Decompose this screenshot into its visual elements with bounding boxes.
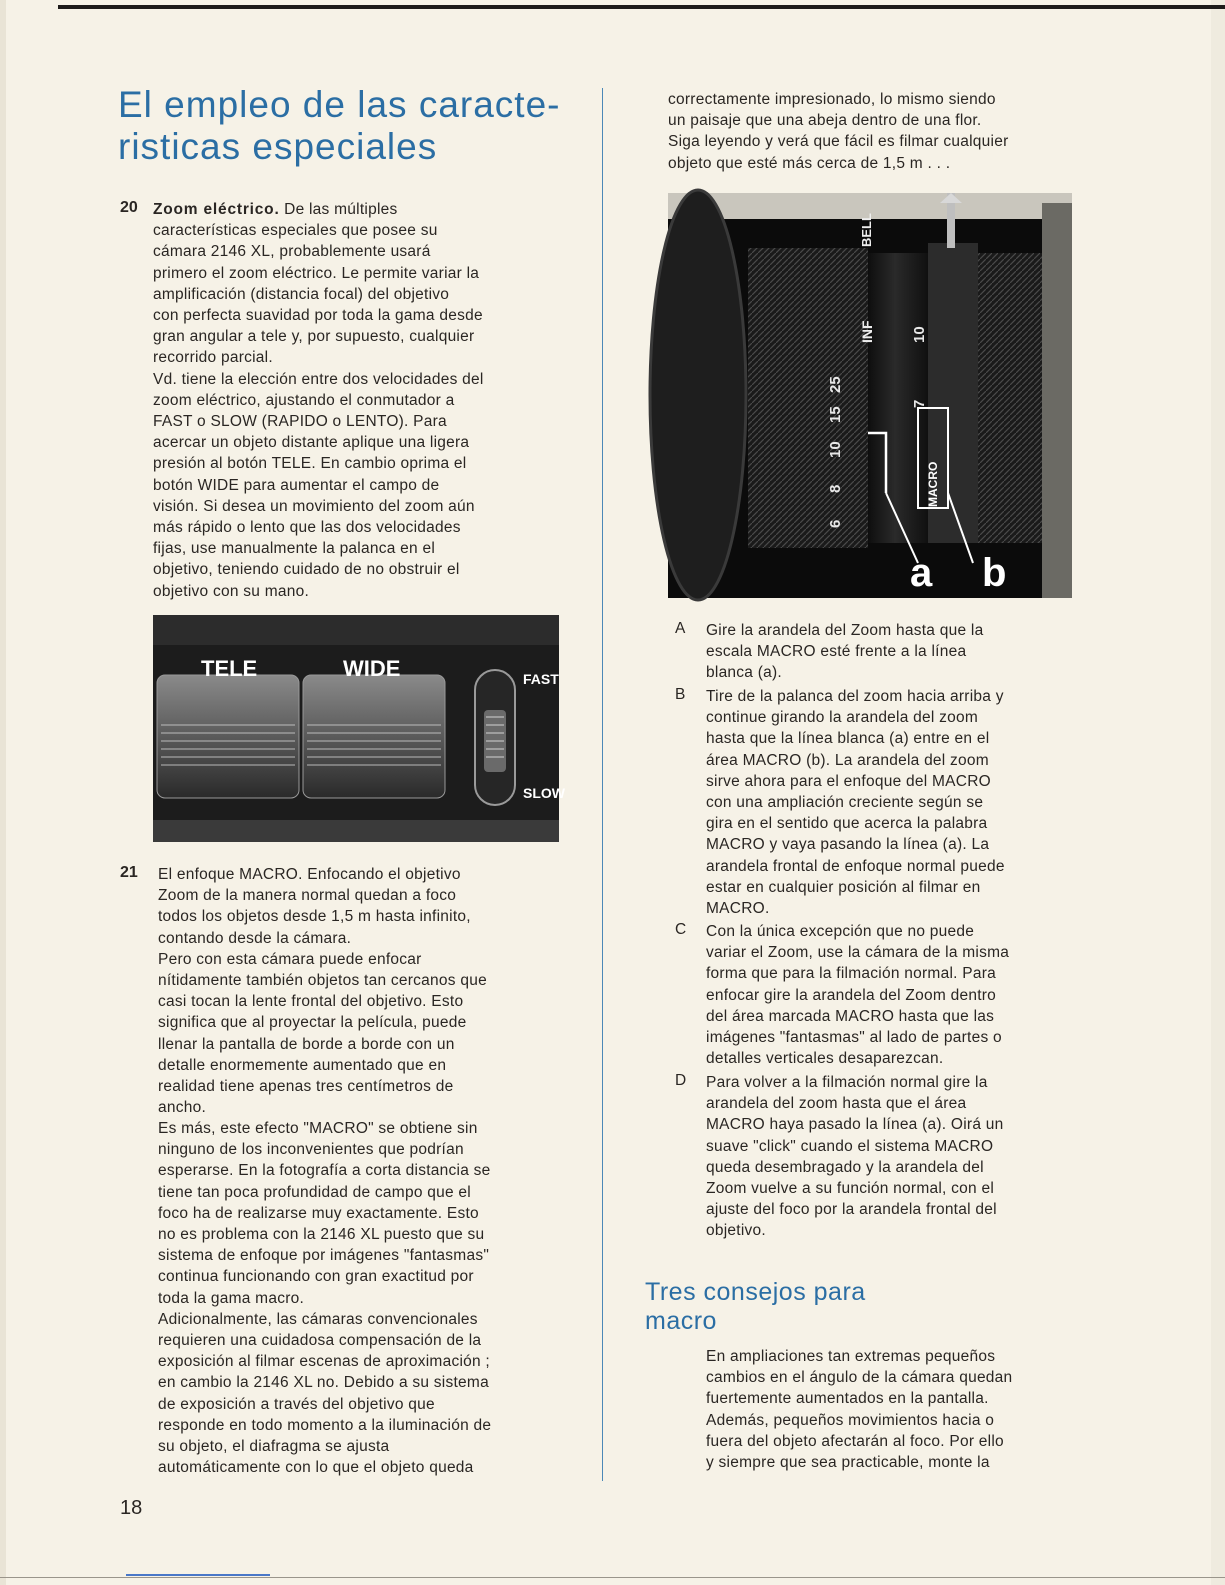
inf-label: INF xyxy=(859,320,875,343)
svg-text:8: 8 xyxy=(827,484,844,493)
zoom-controls-photo xyxy=(153,615,565,842)
lens-brand-label: BELL xyxy=(859,213,874,247)
right-intro-text: correctamente impresionado, lo mismo siendo un paisaje que una abeja dentro de una flor. Siga leyendo y verá que fácil es filmar cualquier objeto que esté más cerca de 1,5 m . . . xyxy=(668,91,1009,172)
section-20-run-in: Zoom eléctrico. xyxy=(153,201,280,218)
label-a: a xyxy=(910,551,933,595)
tips-text: En ampliaciones tan extremas pequeños cambios en el ángulo de la cámara quedan fuertemente aumentados en la pantalla. Además, pequeños movimientos hacia o fuera del objeto afectarán al foco. Por ello y siempre que sea practicable, monte la xyxy=(706,1348,1013,1472)
section-20-body: De las múltiples características especiales que posee su cámara 2146 XL, probablemente usará primero el zoom eléctrico. Le permite variar la amplificación (distancia focal) del objetivo con perfecta suavidad por toda la gama desde gran angular a tele y, por supuesto, cualquier recorrido parcial. Vd. tiene la elección entre dos velocidades del zoom eléctrico, ajustando el conmutador a FAST o SLOW (RAPIDO o LENTO). Para acercar un objeto distante aplique una ligera presión al botón TELE. En cambio oprima el botón WIDE para aumentar el campo de visión. Si desea un movimiento del zoom aún más rápido o lento que las dos velocidades fijas, use manualmente la palanca en el objetivo, teniendo cuidado de no obstruir el objetivo con su mano. xyxy=(153,201,484,600)
top-rule xyxy=(58,5,1225,9)
step-c-letter: C xyxy=(675,921,687,938)
step-c-text: Con la única excepción que no puede variar el Zoom, use la cámara de la misma forma que para la filmación normal. Para enfocar gire la arandela del Zoom dentro del área marcada MACRO hasta que las imágenes "fantasmas" al lado de partes o detalles verticales desaparezcan. xyxy=(706,923,1010,1068)
bottom-edge-mark xyxy=(126,1574,270,1576)
section-20-text xyxy=(153,199,593,602)
macro-scale-label: MACRO xyxy=(926,461,940,507)
svg-text:25: 25 xyxy=(827,376,844,393)
svg-text:6: 6 xyxy=(827,519,844,528)
page-number: 18 xyxy=(120,1497,143,1519)
column-divider xyxy=(602,88,603,1481)
bottom-rule xyxy=(0,1577,1225,1578)
svg-text:10: 10 xyxy=(911,326,928,343)
svg-text:15: 15 xyxy=(827,406,844,423)
step-a-text: Gire la arandela del Zoom hasta que la escala MACRO esté frente a la línea blanca (a). xyxy=(706,622,984,682)
section-number-20: 20 xyxy=(120,199,138,216)
tips-heading: Tres consejos para macro xyxy=(645,1278,866,1335)
svg-text:7: 7 xyxy=(911,399,928,408)
slow-label: SLOW xyxy=(523,785,565,801)
step-b-letter: B xyxy=(675,686,686,703)
page-left-edge xyxy=(0,0,6,1585)
fast-label: FAST xyxy=(523,671,559,687)
macro-lens-photo xyxy=(668,193,1072,598)
svg-text:10: 10 xyxy=(827,441,844,458)
step-d-letter: D xyxy=(675,1072,687,1089)
section-number-21: 21 xyxy=(120,864,138,881)
step-a-letter: A xyxy=(675,620,686,637)
label-b: b xyxy=(982,551,1007,595)
page-title: El empleo de las caracte- risticas especiales xyxy=(118,84,561,167)
step-b-text: Tire de la palanca del zoom hacia arriba y continue girando la arandela del zoom hasta que la línea blanca (a) entre en el área MACRO (b). La arandela del zoom sirve ahora para el enfoque del MACRO con una ampliación creciente según se gira en el sentido que acerca la palabra MACRO y vaya pasando la línea (a). La arandela frontal de enfoque normal puede estar en cualquier posición al filmar en MACRO. xyxy=(706,688,1005,918)
page-right-edge xyxy=(1211,0,1225,1585)
section-21-paragraph-2: Es más, este efecto "MACRO" se obtiene sin ninguno de los inconvenientes que podrían esperarse. En la fotografía a corta distancia se tiene tan poca profundidad de campo que el foco ha de realizarse muy exactamente. Esto no es problema con la 2146 XL puesto que su sistema de enfoque por imágenes "fantasmas" continua funcionando con gran exactitud por toda la gama macro. Adicionalmente, las cámaras convencionales requieren una cuidadosa compensación de la exposición al filmar escenas de aproximación ; en cambio la 2146 XL no. Debido a su sistema de exposición a través del objetivo que responde en todo momento a la iluminación de su objeto, el diafragma se ajusta automáticamente con lo que el objeto queda xyxy=(158,1120,492,1477)
section-21-paragraph-1: El enfoque MACRO. Enfocando el objetivo Zoom de la manera normal quedan a foco todos los objetos desde 1,5 m hasta infinito, contando desde la cámara. Pero con esta cámara puede enfocar nítidamente también objetos tan cercanos que casi tocan la lente frontal del objetivo. Esto significa que al proyectar la película, puede llenar la pantalla de borde a borde con un detalle enormemente aumentado que en realidad tiene apenas tres centímetros de ancho. xyxy=(158,866,487,1117)
step-d-text: Para volver a la filmación normal gire la arandela del zoom hasta que el área MACRO haya pasado la línea (a). Oirá un suave "click" cuando el sistema MACRO queda desembragado y la arandela del Zoom vuelve a su función normal, con el ajuste del foco por la arandela frontal del objetivo. xyxy=(706,1074,1004,1240)
tele-label: TELE xyxy=(201,656,258,681)
wide-label: WIDE xyxy=(343,656,401,681)
